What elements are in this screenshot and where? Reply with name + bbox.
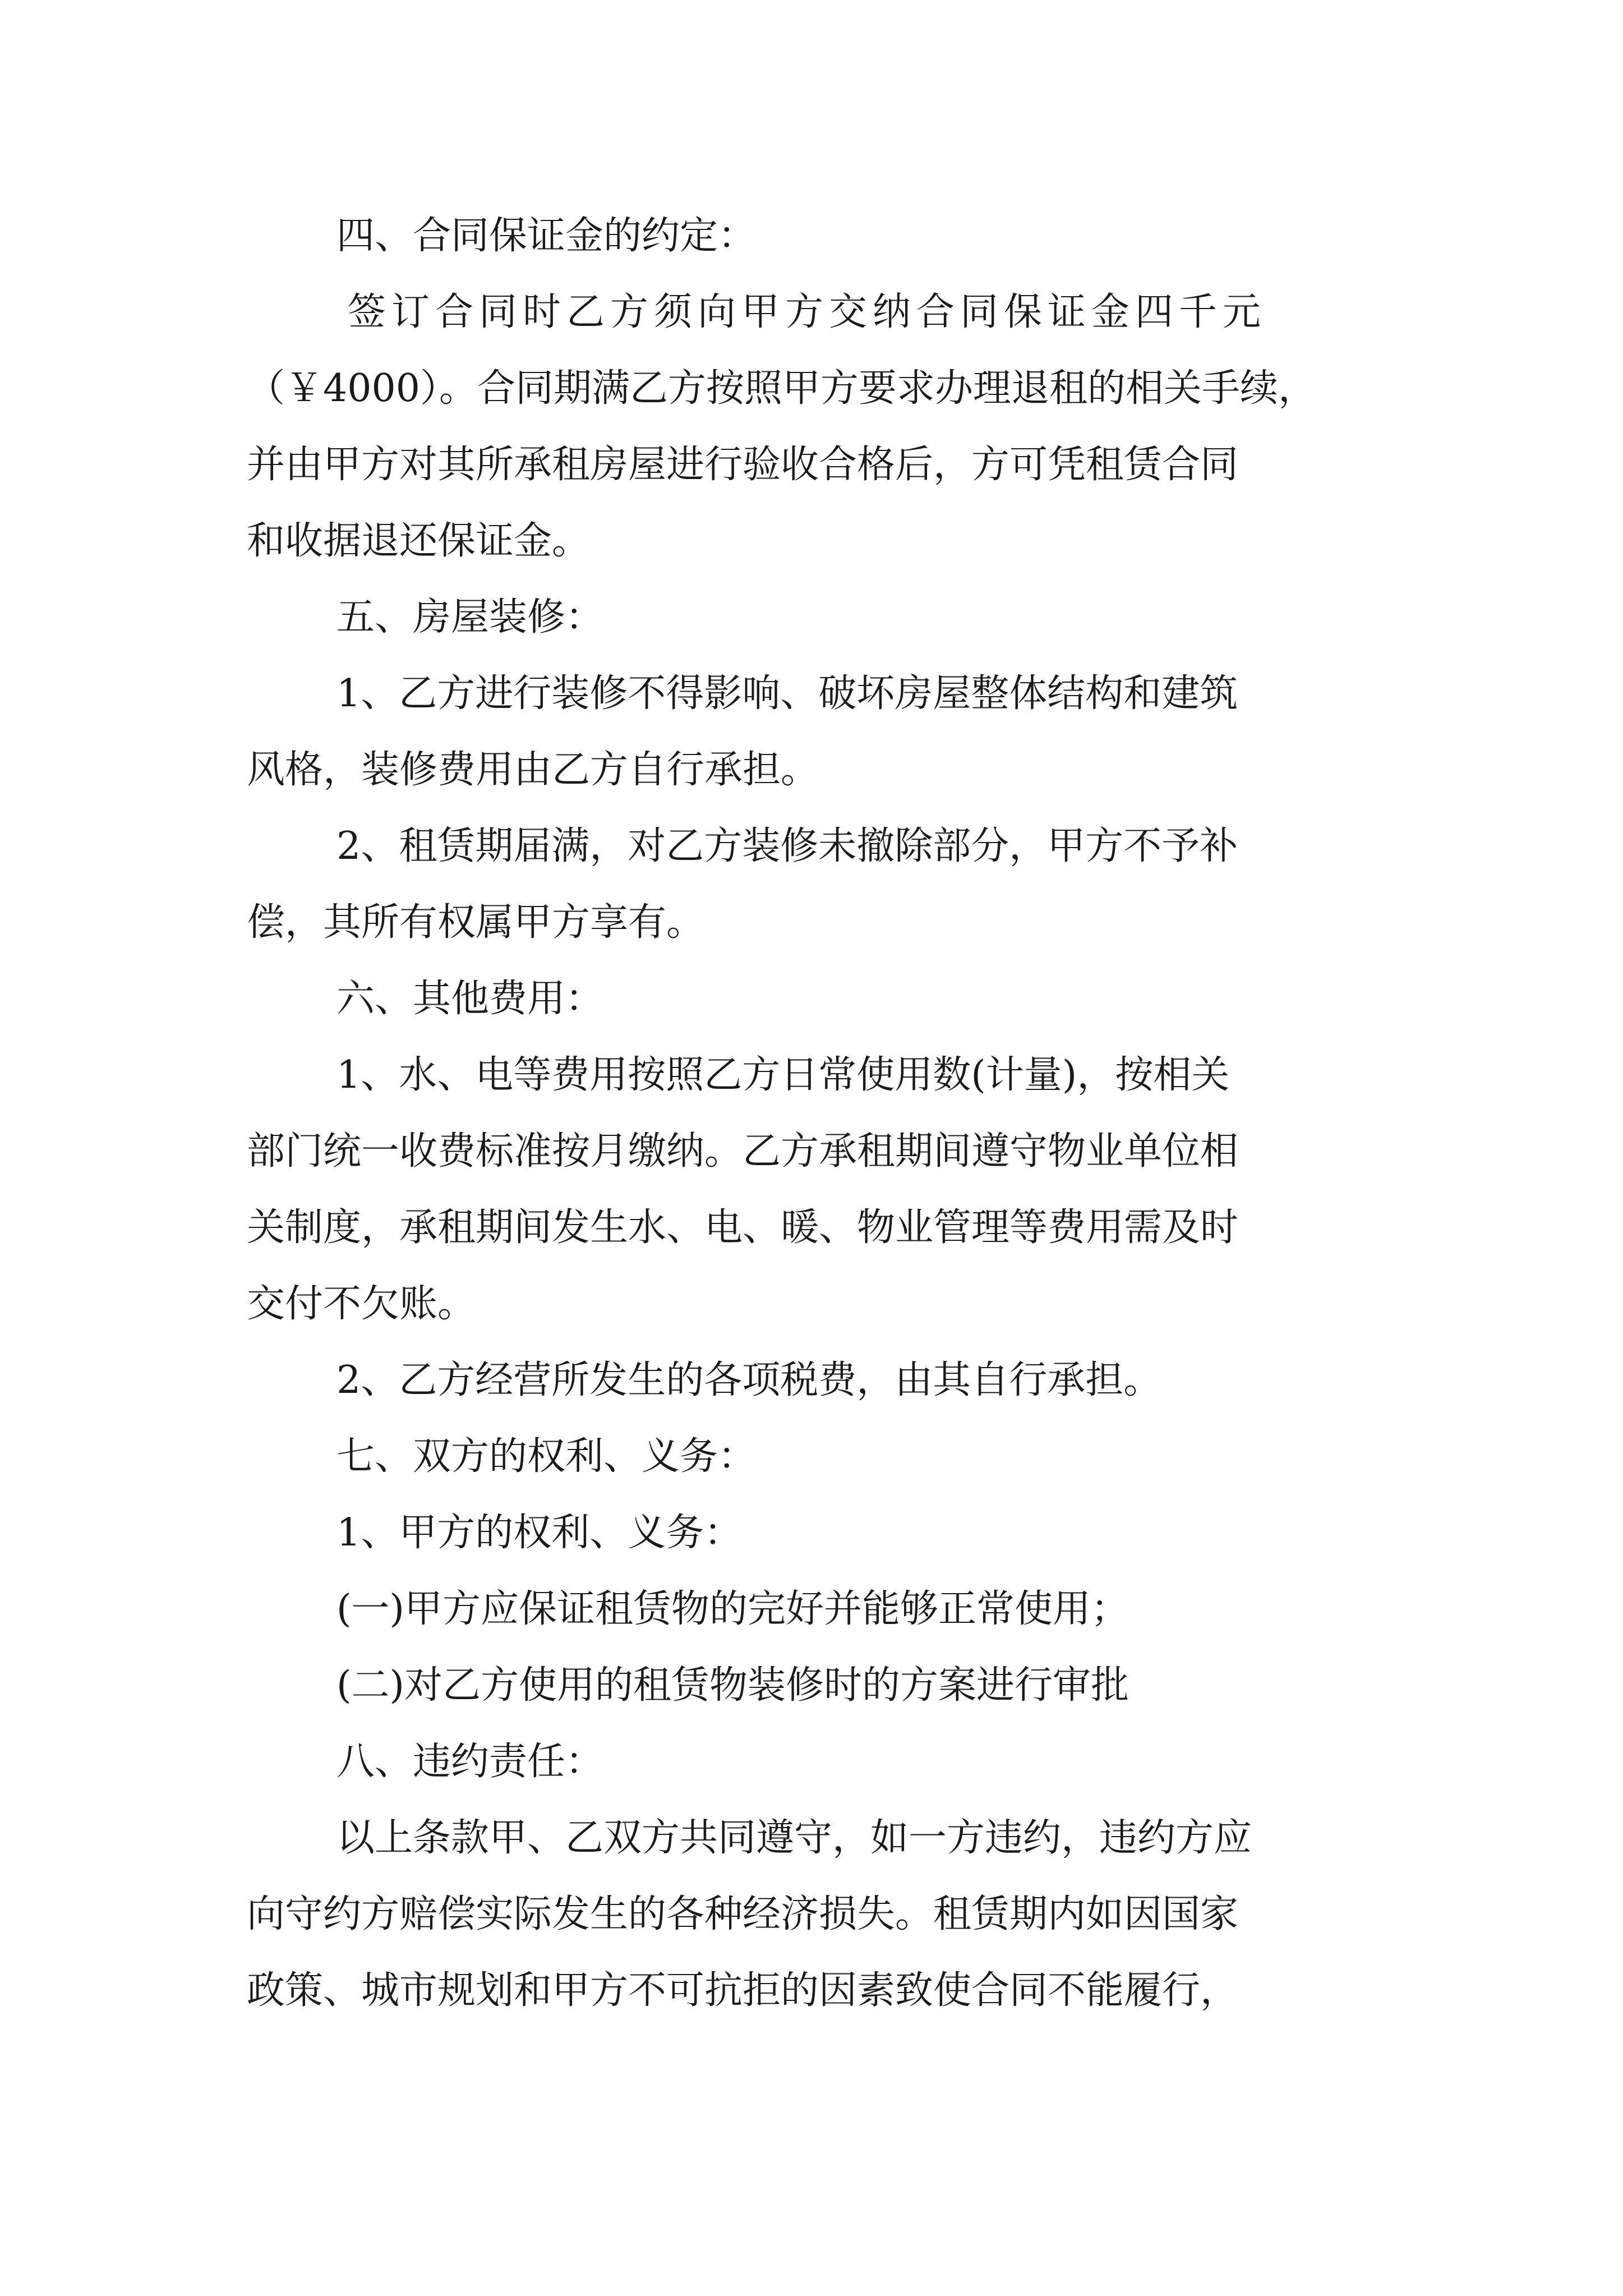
section-heading-renovation: 五、房屋装修： [336,595,604,639]
paragraph-line: 签订合同时乙方须向甲方交纳合同保证金四千元 [348,290,1267,334]
paragraph-line: (一)甲方应保证租赁物的完好并能够正常使用； [336,1587,1129,1631]
paragraph-line: 部门统一收费标准按月缴纳。乙方承租期间遵守物业单位相 [247,1129,1239,1174]
paragraph-line: 交付不欠账。 [247,1282,476,1326]
paragraph-line: 1、乙方进行装修不得影响、破坏房屋整体结构和建筑 [336,671,1238,716]
paragraph-line: 并由甲方对其所承租房屋进行验收合格后，方可凭租赁合同 [247,443,1239,487]
paragraph-line: (二)对乙方使用的租赁物装修时的方案进行审批 [336,1663,1129,1708]
section-heading-rights-obligations: 七、双方的权利、义务： [336,1434,757,1479]
paragraph-line: 关制度，承租期间发生水、电、暖、物业管理等费用需及时 [247,1205,1239,1250]
paragraph-line: 2、乙方经营所发生的各项税费，由其自行承担。 [336,1358,1162,1402]
section-heading-other-fees: 六、其他费用： [336,977,604,1021]
section-heading-deposit: 四、合同保证金的约定： [336,214,757,258]
paragraph-line: 以上条款甲、乙双方共同遵守，如一方违约，违约方应 [336,1816,1252,1860]
paragraph-line: 2、租赁期届满，对乙方装修未撤除部分，甲方不予补 [336,824,1238,868]
paragraph-line: 政策、城市规划和甲方不可抗拒的因素致使合同不能履行， [247,1968,1239,2013]
paragraph-line: （￥4000）。合同期满乙方按照甲方要求办理退租的相关手续， [247,366,1317,411]
paragraph-line: 1、水、电等费用按照乙方日常使用数(计量)，按相关 [336,1053,1230,1097]
paragraph-line: 和收据退还保证金。 [247,519,591,563]
section-heading-breach: 八、违约责任： [336,1740,604,1784]
paragraph-line: 向守约方赔偿实际发生的各种经济损失。租赁期内如因国家 [247,1892,1239,1936]
paragraph-line: 偿，其所有权属甲方享有。 [247,900,705,945]
paragraph-line: 1、甲方的权利、义务： [336,1511,743,1555]
paragraph-line: 风格，装修费用由乙方自行承担。 [247,748,819,792]
